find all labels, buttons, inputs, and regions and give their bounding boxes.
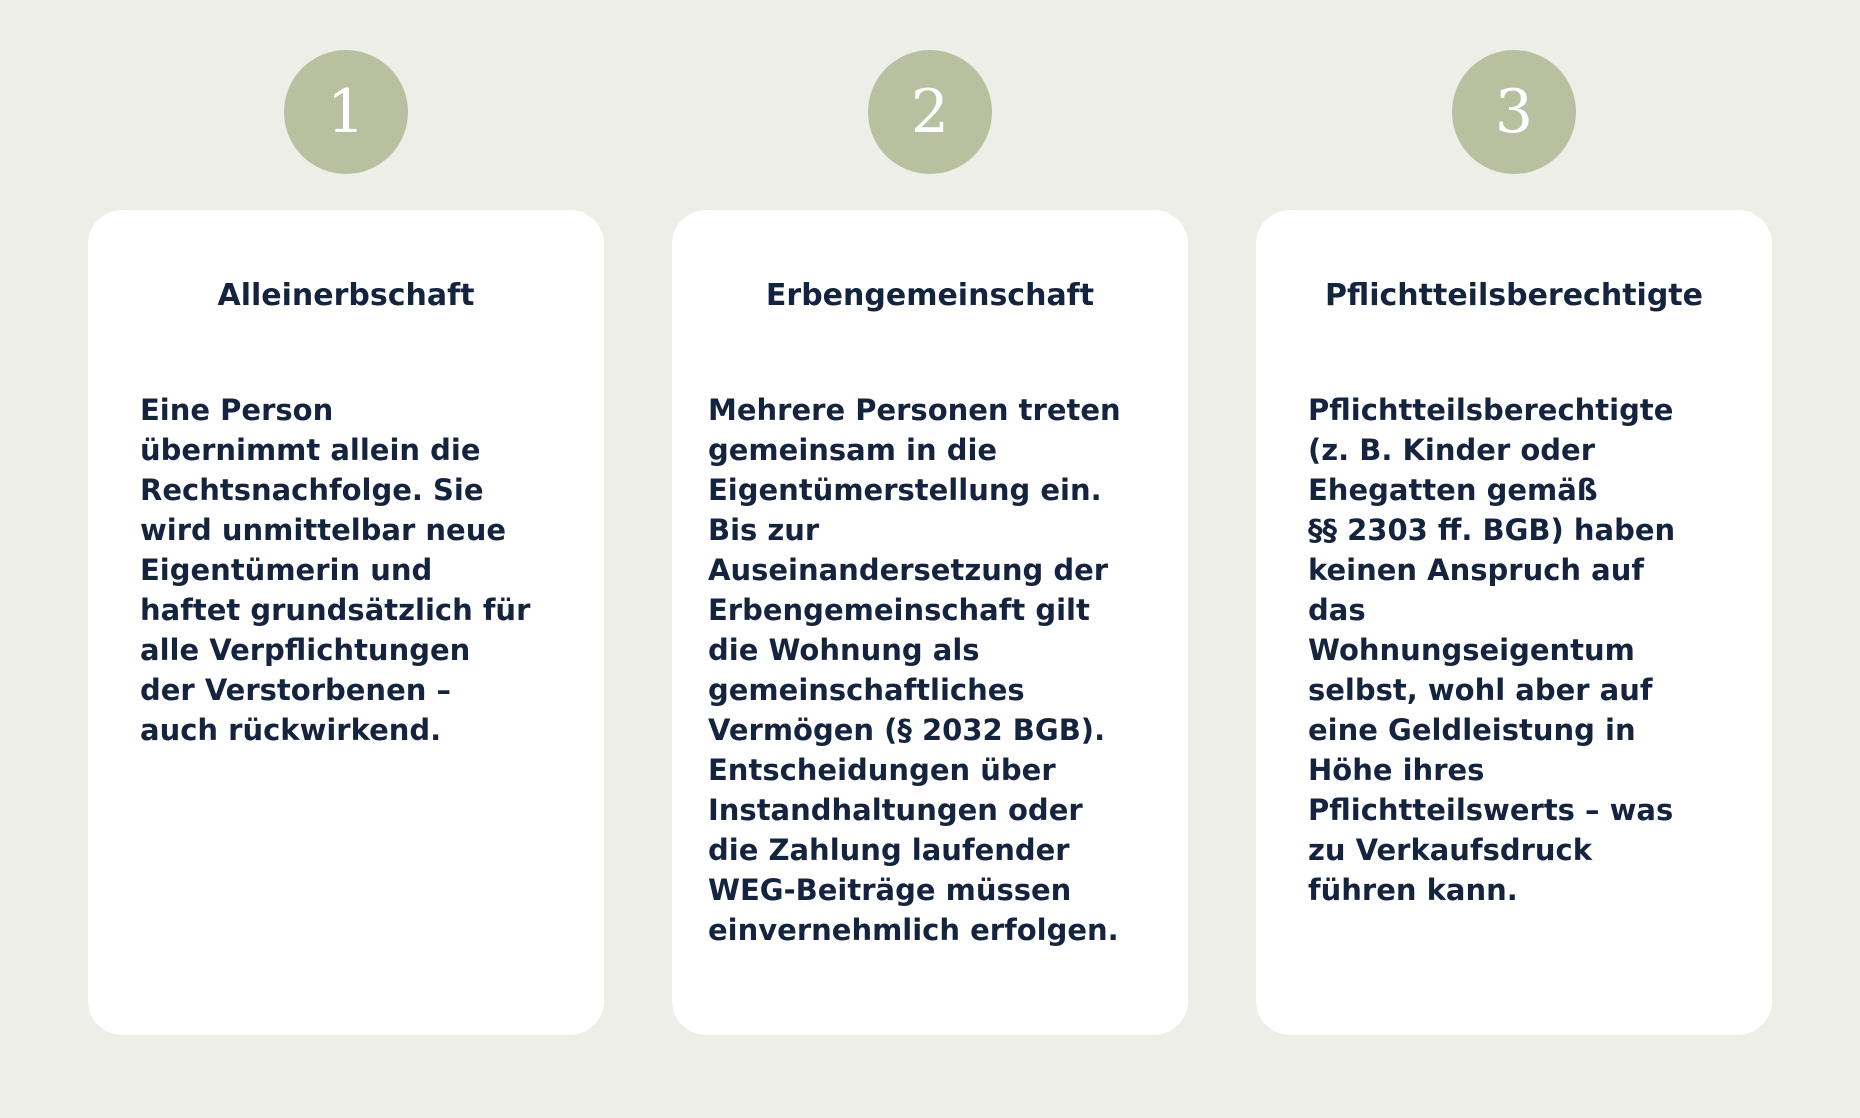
body-line: (z. B. Kinder oder: [1308, 433, 1595, 467]
card-body: [708, 390, 1158, 950]
card-body: [140, 390, 570, 750]
body-line: Eigentümerstellung ein.: [708, 473, 1102, 507]
body-line: zu Verkaufsdruck: [1308, 833, 1593, 867]
card-body: [1308, 390, 1738, 910]
body-line: wird unmittelbar neue: [140, 513, 507, 547]
body-line: Pflichtteilswerts – was: [1308, 793, 1674, 827]
body-line: Entscheidungen über: [708, 753, 1056, 787]
body-line: gemeinschaftliches: [708, 673, 1025, 707]
body-line: Eine Person: [140, 393, 334, 427]
body-line: Höhe ihres: [1308, 753, 1485, 787]
body-line: führen kann.: [1308, 873, 1518, 907]
body-line: selbst, wohl aber auf: [1308, 673, 1653, 707]
body-line: das: [1308, 593, 1366, 627]
body-line: die Zahlung laufender: [708, 833, 1070, 867]
card-title: Alleinerbschaft: [217, 278, 475, 313]
card-title: Erbengemeinschaft: [765, 278, 1095, 313]
body-line: Pflichtteilsberechtigte: [1308, 393, 1674, 427]
step-number-badge: 3: [1452, 50, 1576, 174]
card-title: Pflichtteilsberechtigte: [1325, 278, 1703, 313]
body-line: alle Verpflichtungen: [140, 633, 471, 667]
info-card-alleinerbschaft: [88, 210, 604, 1035]
body-line: Bis zur: [708, 513, 820, 547]
body-line: Auseinandersetzung der: [708, 553, 1109, 587]
body-line: Mehrere Personen treten: [708, 393, 1121, 427]
body-line: der Verstorbenen –: [140, 673, 451, 707]
body-line: einvernehmlich erfolgen.: [708, 913, 1119, 947]
body-line: Ehegatten gemäß: [1308, 473, 1598, 507]
body-line: Wohnungseigentum: [1308, 633, 1635, 667]
body-line: haftet grundsätzlich für: [140, 593, 531, 627]
body-line: gemeinsam in die: [708, 433, 998, 467]
body-line: Instandhaltungen oder: [708, 793, 1083, 827]
step-column-3: [1256, 0, 1772, 1118]
step-column-2: [672, 0, 1188, 1118]
step-column-1: [88, 0, 604, 1118]
body-line: übernimmt allein die: [140, 433, 481, 467]
body-line: eine Geldleistung in: [1308, 713, 1636, 747]
body-line: Vermögen (§ 2032 BGB).: [708, 713, 1106, 747]
body-line: Erbengemeinschaft gilt: [708, 593, 1090, 627]
body-line: auch rückwirkend.: [140, 713, 442, 747]
body-line: Eigentümerin und: [140, 553, 433, 587]
step-number-badge: 1: [284, 50, 408, 174]
body-line: §§ 2303 ff. BGB) haben: [1308, 513, 1676, 547]
body-line: die Wohnung als: [708, 633, 980, 667]
body-line: WEG-Beiträge müssen: [708, 873, 1072, 907]
body-line: Rechtsnachfolge. Sie: [140, 473, 484, 507]
body-line: keinen Anspruch auf: [1308, 553, 1644, 587]
info-card-erbengemeinschaft: [672, 210, 1188, 1035]
info-card-pflichtteilsberechtigte: [1256, 210, 1772, 1035]
step-number-badge: 2: [868, 50, 992, 174]
